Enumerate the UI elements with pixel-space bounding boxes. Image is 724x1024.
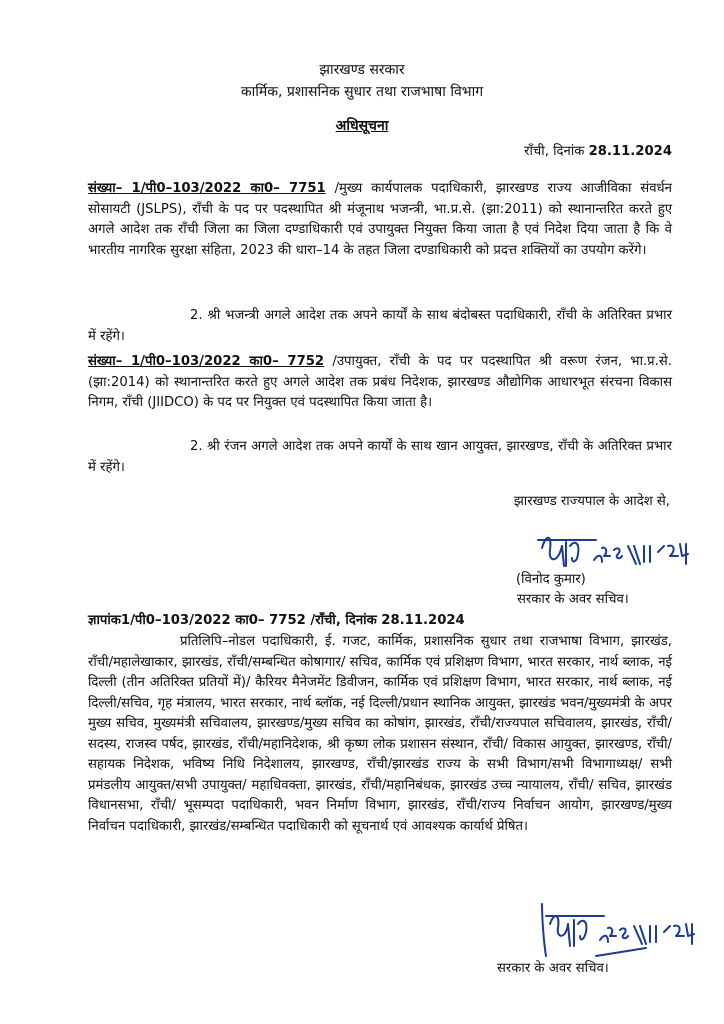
order-2-paragraph [88,352,672,414]
order-by-line: झारखण्ड राज्यपाल के आदेश से, [513,494,670,509]
memo-distribution-text: प्रतिलिपि–नोडल पदाधिकारी, ई. गजट, कार्मिक, प्रशासनिक सुधार तथा राजभाषा विभाग, झारखंड, राँची/महालेखाकार, झारखंड, राँची/सम्बन्धित कोषागार/ सचिव, कार्मिक एवं प्रशिक्षण विभाग, भारत सरकार, नार्थ ब्लाक, नई दिल्ली (तीन अतिरिक्त प्रतियों में)/ कैरियर मैनेजमेंट डिवीजन, कार्मिक एवं प्रशिक्षण विभाग, भारत सरकार, नार्थ ब्लाक, नई दिल्ली/सचिव, गृह मंत्रालय, भारत सरकार, नार्थ ब्लॉक, नई दिल्ली/प्रधान स्थानिक आयुक्त, झारखंड भवन/मुख्यमंत्री के अपर मुख्य सचिव, मुख्यमंत्री सचिवालय, झारखण्ड/मुख्य सचिव का कोषांग, झारखंड, राँची/राज्यपाल सचिवालय, झारखंड, राँची/सदस्य, राजस्व पर्षद, झारखंड, राँची/महानिदेशक, श्री कृष्ण लोक प्रशासन संस्थान, राँची/ विकास आयुक्त, झारखण्ड, राँची/सहायक निदेशक, भविष्य निधि निदेशालय, झारखण्ड, राँची/झारखंड राज्य के सभी विभाग/सभी विभागाध्यक्ष/ सभी प्रमंडलीय आयुक्त/सभी उपायुक्त/ महाधिवक्ता, झारखंड, राँची/महानिबंधक, झारखंड उच्च न्यायालय, राँची/ सचिव, झारखंड विधानसभा, राँची/ भूसम्पदा पदाधिकारी, भवन निर्माण विभाग, झारखंड, राँची/राज्य निर्वाचन आयोग, झारखण्ड/मुख्य निर्वाचन पदाधिकारी, झारखंड/सम्बन्धित पदाधिकारी को सूचनार्थ एवं आवश्यक कार्यार्थ प्रेषित। [88,634,672,834]
department-heading: कार्मिक, प्रशासनिक सुधार तथा राजभाषा विभाग [240,84,484,100]
place-date-label: राँची, दिनांक [524,144,585,159]
order-1-para-2: 2. श्री भजन्त्री अगले आदेश तक अपने कार्यों के साथ बंदोबस्त पदाधिकारी, राँची के अतिरिक्त प्रभार में रहेंगे। [88,308,672,344]
notification-heading: अधिसूचना [335,118,389,134]
signature-2-handwriting [538,890,698,960]
order-1-paragraph [88,179,672,261]
government-heading: झारखण्ड सरकार [319,62,405,78]
order-2-para-2: 2. श्री रंजन अगले आदेश तक अपने कार्यों के साथ खान आयुक्त, झारखण्ड, राँची के अतिरिक्त प्रभार में रहेंगे। [88,439,672,475]
order-1-text: /मुख्य कार्यपालक पदाधिकारी, झारखण्ड राज्य आजीविका संवर्धन सोसायटी (JSLPS), राँची के पद पर पदस्थापित श्री मंजूनाथ भजन्त्री, भा.प्र.से. (झा:2011) को स्थानान्तरित करते हुए अगले आदेश तक राँची जिला का जिला दण्डाधिकारी एवं उपायुक्त नियुक्त किया जाता है एवं निदेश दिया जाता है कि वे भारतीय नागरिक सुरक्षा संहिता, 2023 की धारा–14 के तहत जिला दण्डाधिकारी को प्रदत्त शक्तियों का उपयोग करेंगे। [88,181,672,258]
notification-date: 28.11.2024 [588,144,672,159]
order-2-number: संख्या– 1/पी0–103/2022 का0– 7752 [88,354,325,369]
signature-2 [538,890,698,960]
signer-designation: सरकार के अवर सचिव। [517,592,629,607]
signer-name: (विनोद कुमार) [516,572,586,587]
order-2-text: /उपायुक्त, राँची के पद पर पदस्थापित श्री वरूण रंजन, भा.प्र.से. (झा:2014) को स्थानान्तरित करते हुए अगले आदेश तक प्रबंध निदेशक, झारखण्ड औद्योगिक आधारभूत संरचना विकास निगम, राँची (JIIDCO) के पद पर नियुक्त एवं पदस्थापित किया जाता है। [88,354,672,410]
order-1-number: संख्या– 1/पी0–103/2022 का0– 7751 [88,181,326,196]
notification-heading-wrap [0,116,724,135]
date-line [524,141,672,159]
signer-2-designation: सरकार के अवर सचिव। [497,961,609,976]
memo-number: ज्ञापांक1/पी0–103/2022 का0– 7752 /राँची, दिनांक 28.11.2024 [88,613,465,628]
